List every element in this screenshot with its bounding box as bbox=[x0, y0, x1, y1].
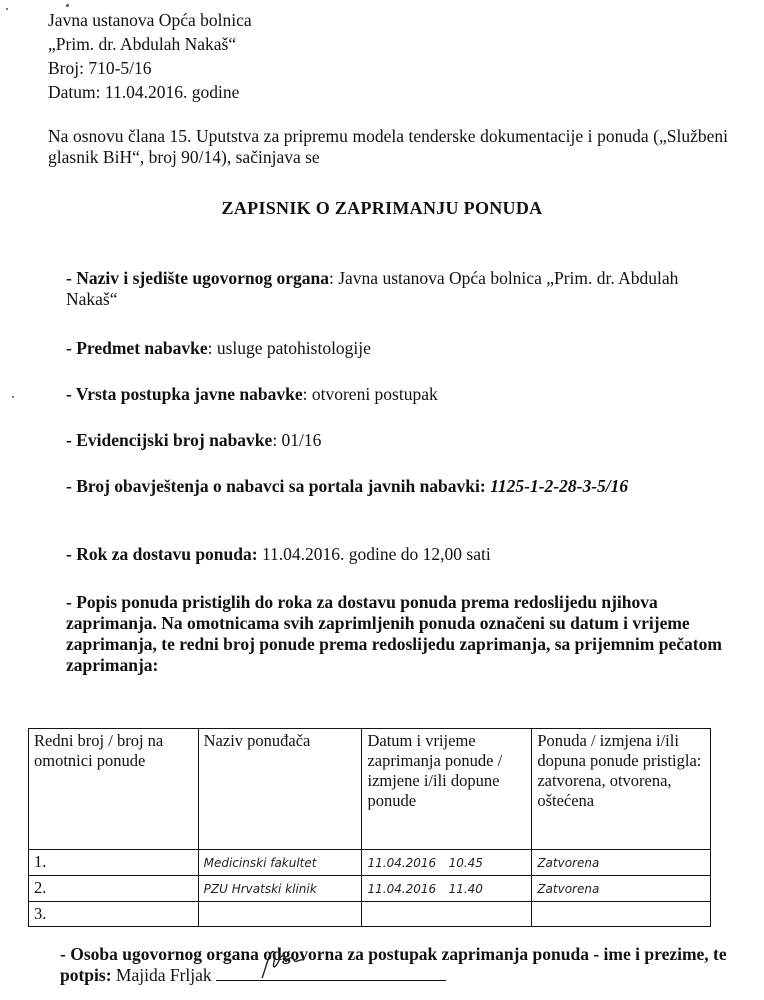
signature-line bbox=[216, 966, 446, 981]
item-label: - Predmet nabavke bbox=[66, 338, 208, 358]
item-subject bbox=[66, 338, 726, 359]
row-number: 3. bbox=[29, 902, 199, 927]
handwritten-time: 11.40 bbox=[448, 882, 483, 896]
table-header-row bbox=[29, 729, 711, 850]
row-bidder bbox=[198, 876, 362, 902]
handwritten-date: 11.04.2016 bbox=[367, 882, 437, 896]
item-value: : 01/16 bbox=[272, 430, 322, 450]
table-row bbox=[29, 850, 711, 876]
row-bidder bbox=[198, 902, 362, 927]
scan-speck bbox=[12, 396, 14, 398]
responsible-name: Majida Frljak bbox=[111, 965, 212, 985]
handwritten-status: Zatvorena bbox=[537, 882, 600, 896]
handwritten-bidder: Medicinski fakultet bbox=[203, 856, 317, 870]
item-procedure-type bbox=[66, 384, 726, 405]
handwritten-status: Zatvorena bbox=[537, 856, 600, 870]
row-datetime bbox=[362, 902, 532, 927]
scan-speck bbox=[6, 8, 8, 10]
document-title: ZAPISNIK O ZAPRIMANJU PONUDA bbox=[221, 198, 543, 218]
row-status bbox=[532, 850, 711, 876]
handwritten-bidder: PZU Hrvatski klinik bbox=[203, 882, 317, 896]
institution-name: „Prim. dr. Abdulah Nakaš“ bbox=[48, 34, 237, 54]
item-value: : usluge patohistologije bbox=[207, 338, 371, 358]
item-label: - Naziv i sjedište ugovornog organa bbox=[66, 268, 329, 288]
item-record-number bbox=[66, 430, 726, 451]
item-value: : otvoreni postupak bbox=[302, 384, 438, 404]
item-label: - Rok za dostavu ponuda: bbox=[66, 544, 258, 564]
intro-paragraph: Na osnovu člana 15. Uputstva za pripremu modela tenderske dokumentacije i ponuda („Službeni glasnik BiH“, broj 90/14), sačinjava se bbox=[48, 126, 728, 167]
item-contracting-authority bbox=[66, 268, 726, 310]
row-number: 2. bbox=[29, 876, 199, 902]
table-row bbox=[29, 902, 711, 927]
offers-table bbox=[28, 728, 711, 927]
row-status bbox=[532, 902, 711, 927]
scan-speck bbox=[66, 4, 69, 7]
column-header: Datum i vrijeme zaprimanja ponude / izmjene i/ili dopune ponude bbox=[362, 729, 532, 850]
responsible-person bbox=[60, 944, 740, 986]
footer-label: - Osoba ugovornog organa odgovorna za postupak zaprimanja ponuda - ime i prezime, te potpis: bbox=[60, 944, 727, 985]
handwritten-time: 10.45 bbox=[448, 856, 483, 870]
row-status bbox=[532, 876, 711, 902]
item-value: 11.04.2016. godine do 12,00 sati bbox=[257, 544, 491, 564]
item-notice-number bbox=[66, 476, 706, 497]
item-value: : Javna ustanova Opća bolnica „Prim. dr. Abdulah Nakaš“ bbox=[66, 268, 679, 309]
row-bidder bbox=[198, 850, 362, 876]
row-datetime bbox=[362, 876, 532, 902]
document-date: Datum: 11.04.2016. godine bbox=[48, 82, 240, 102]
column-header: Ponuda / izmjena i/ili dopuna ponude pristigla: zatvorena, otvorena, oštećena bbox=[532, 729, 711, 850]
row-number: 1. bbox=[29, 850, 199, 876]
column-header: Naziv ponuđača bbox=[198, 729, 362, 850]
item-value: 1125-1-2-28-3-5/16 bbox=[490, 476, 629, 496]
offers-list-intro: - Popis ponuda pristiglih do roka za dostavu ponuda prema redoslijedu njihova zaprimanja. Na omotnicama svih zaprimljenih ponuda označeni su datum i vrijeme zaprimanja, te redni broj ponude prema redoslijedu zaprimanja, sa prijemnim pečatom zaprimanja: bbox=[66, 592, 722, 675]
signature-mark bbox=[256, 948, 326, 982]
item-deadline bbox=[66, 544, 726, 565]
institution-line: Javna ustanova Opća bolnica bbox=[48, 10, 252, 30]
item-label: - Broj obavještenja o nabavci sa portala javnih nabavki: bbox=[66, 476, 491, 496]
column-header: Redni broj / broj na omotnici ponude bbox=[29, 729, 199, 850]
handwritten-date: 11.04.2016 bbox=[367, 856, 437, 870]
document-number: Broj: 710-5/16 bbox=[48, 58, 152, 78]
table-row bbox=[29, 876, 711, 902]
item-label: - Vrsta postupka javne nabavke bbox=[66, 384, 303, 404]
row-datetime bbox=[362, 850, 532, 876]
item-label: - Evidencijski broj nabavke bbox=[66, 430, 273, 450]
